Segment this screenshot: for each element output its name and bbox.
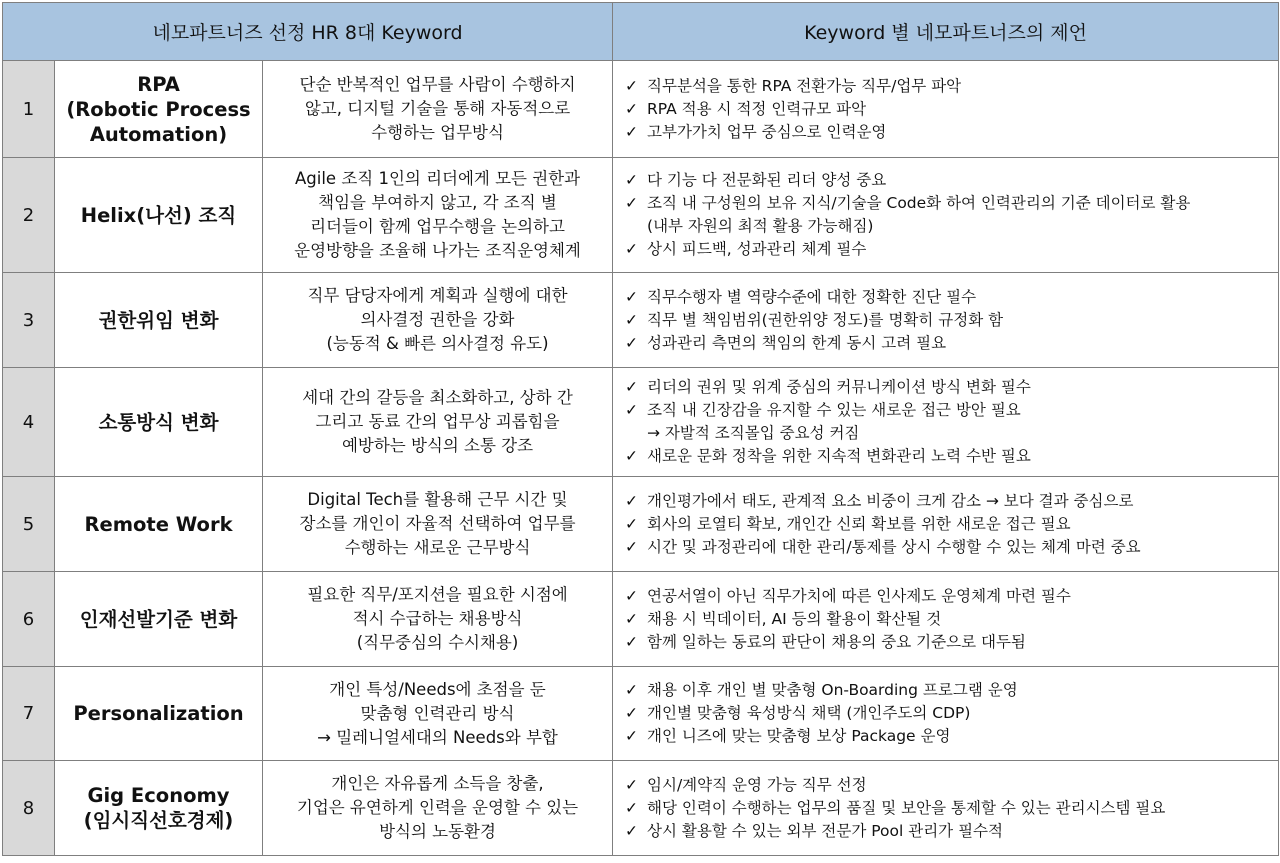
- suggestions-cell: [613, 273, 1279, 368]
- description-line: 적시 수급하는 채용방식: [352, 609, 523, 628]
- check-icon: ✓: [625, 171, 639, 189]
- suggestion-text: RPA 적용 시 적정 인력규모 파악: [647, 99, 867, 118]
- suggestion-text: 개인평가에서 태도, 관계적 요소 비중이 크게 감소 → 보다 결과 중심으로: [647, 491, 1134, 510]
- suggestion-item: [625, 286, 1278, 309]
- suggestion-item: [625, 309, 1278, 332]
- row-number: 8: [3, 761, 55, 856]
- suggestion-text: 시간 및 과정관리에 대한 관리/통제를 상시 수행할 수 있는 체계 마련 중요: [647, 537, 1141, 556]
- suggestions-cell: [613, 667, 1279, 761]
- description-line: 리더들이 함께 업무수행을 논의하고: [310, 217, 565, 236]
- suggestion-text: 리더의 권위 및 위계 중심의 커뮤니케이션 방식 변화 필수: [647, 378, 1031, 396]
- suggestion-text: 직무분석을 통한 RPA 전환가능 직무/업무 파악: [647, 76, 962, 95]
- suggestion-text: 고부가가치 업무 중심으로 인력운영: [647, 122, 887, 141]
- suggestion-text: 회사의 로열티 확보, 개인간 신뢰 확보를 위한 새로운 접근 필요: [647, 514, 1071, 533]
- description-line: (직무중심의 수시채용): [356, 633, 519, 652]
- suggestion-item: [625, 608, 1278, 631]
- keyword-cell: [55, 158, 263, 273]
- table-row: [3, 368, 1279, 477]
- row-number: 6: [3, 572, 55, 667]
- check-icon: ✓: [625, 240, 639, 258]
- suggestions-cell: [613, 572, 1279, 667]
- keyword-cell: [55, 477, 263, 572]
- suggestion-item: [625, 585, 1278, 608]
- suggestions-cell: [613, 477, 1279, 572]
- keyword-line: (임시직선호경제): [83, 809, 234, 832]
- suggestion-item: [625, 98, 1278, 121]
- keyword-cell: [55, 667, 263, 761]
- description-line: 세대 간의 갈등을 최소화하고, 상하 간: [302, 388, 573, 407]
- suggestion-item: [625, 513, 1278, 536]
- suggestion-text: 개인 니즈에 맞는 맞춤형 보상 Package 운영: [647, 727, 951, 745]
- description-line: 않고, 디지털 기술을 통해 자동적으로: [304, 99, 571, 118]
- header-row: [3, 3, 1279, 61]
- suggestion-item: [625, 702, 1278, 725]
- description-line: → 밀레니얼세대의 Needs와 부합: [317, 727, 558, 747]
- hr-keyword-table: [2, 2, 1279, 856]
- keyword-line: 소통방식 변화: [98, 410, 219, 434]
- suggestion-text: 직무 별 책임범위(권한위양 정도)를 명확히 규정화 함: [647, 310, 1004, 329]
- row-number: 1: [3, 61, 55, 158]
- suggestion-item: [625, 631, 1278, 654]
- keyword-cell: [55, 61, 263, 158]
- description-line: Digital Tech를 활용해 근무 시간 및: [307, 490, 568, 509]
- suggestion-item: [625, 725, 1278, 748]
- keyword-line: (Robotic Process: [66, 97, 251, 121]
- description-cell: [263, 667, 613, 761]
- description-line: 운영방향을 조율해 나가는 조직운영체계: [294, 241, 581, 260]
- check-icon: ✓: [625, 333, 639, 352]
- table-row: [3, 273, 1279, 368]
- suggestion-text: 조직 내 긴장감을 유지할 수 있는 새로운 접근 방안 필요: [647, 401, 1021, 419]
- description-line: 개인은 자유롭게 소득을 창출,: [331, 774, 544, 793]
- keyword-cell: [55, 368, 263, 477]
- suggestion-subnote: → 자발적 조직몰입 중요성 커짐: [647, 424, 860, 442]
- suggestion-text: 상시 활용할 수 있는 외부 전문가 Pool 관리가 필수적: [647, 821, 1003, 840]
- suggestion-text: 해당 인력이 수행하는 업무의 품질 및 보안을 통제할 수 있는 관리시스템 필요: [647, 798, 1166, 817]
- suggestion-item: [625, 536, 1278, 559]
- suggestion-item: [625, 797, 1278, 820]
- description-cell: [263, 61, 613, 158]
- description-line: Agile 조직 1인의 리더에게 모든 권한과: [295, 169, 581, 188]
- suggestion-text: 채용 이후 개인 별 맞춤형 On-Boarding 프로그램 운영: [647, 681, 1018, 699]
- suggestion-text: 직무수행자 별 역량수준에 대한 정확한 진단 필수: [647, 287, 977, 306]
- check-icon: ✓: [625, 798, 639, 817]
- description-line: 개인 특성/Needs에 초점을 둔: [329, 679, 546, 699]
- check-icon: ✓: [625, 122, 639, 141]
- suggestion-item: [625, 679, 1278, 702]
- suggestion-text: 새로운 문화 정착을 위한 지속적 변화관리 노력 수반 필요: [647, 447, 1031, 465]
- description-cell: [263, 572, 613, 667]
- keyword-line: Helix(나선) 조직: [80, 203, 237, 227]
- suggestion-item: [625, 820, 1278, 843]
- check-icon: ✓: [625, 310, 639, 329]
- suggestion-text: 다 기능 다 전문화된 리더 양성 중요: [647, 171, 887, 189]
- description-line: (능동적 & 빠른 의사결정 유도): [326, 334, 549, 353]
- description-line: 의사결정 권한을 강화: [360, 310, 515, 329]
- suggestion-item: [625, 238, 1278, 261]
- table-row: [3, 61, 1279, 158]
- table-row: [3, 761, 1279, 856]
- suggestion-text: 연공서열이 아닌 직무가치에 따른 인사제도 운영체계 마련 필수: [647, 586, 1071, 605]
- keyword-cell: [55, 761, 263, 856]
- description-cell: [263, 761, 613, 856]
- table-row: [3, 477, 1279, 572]
- row-number: 4: [3, 368, 55, 477]
- description-cell: [263, 273, 613, 368]
- description-line: 책임을 부여하지 않고, 각 조직 별: [318, 193, 557, 212]
- description-line: 필요한 직무/포지션을 필요한 시점에: [307, 585, 568, 604]
- description-line: 수행하는 업무방식: [371, 123, 504, 142]
- table-row: [3, 667, 1279, 761]
- check-icon: ✓: [625, 378, 639, 396]
- check-icon: ✓: [625, 704, 639, 722]
- header-suggestions: Keyword 별 네모파트너즈의 제언: [613, 3, 1279, 61]
- suggestion-item: [625, 169, 1278, 192]
- check-icon: ✓: [625, 447, 639, 465]
- suggestion-item: [625, 75, 1278, 98]
- suggestion-text: 함께 일하는 동료의 판단이 채용의 중요 기준으로 대두됨: [647, 632, 1026, 651]
- description-line: 단순 반복적인 업무를 사람이 수행하지: [299, 75, 576, 94]
- check-icon: ✓: [625, 681, 639, 699]
- check-icon: ✓: [625, 586, 639, 605]
- check-icon: ✓: [625, 491, 639, 510]
- description-line: 그리고 동료 간의 업무상 괴롭힘을: [315, 412, 560, 431]
- suggestion-item: [625, 399, 1278, 422]
- keyword-cell: [55, 572, 263, 667]
- check-icon: ✓: [625, 821, 639, 840]
- header-keywords: 네모파트너즈 선정 HR 8대 Keyword: [3, 3, 613, 61]
- keyword-line: 인재선발기준 변화: [79, 607, 238, 631]
- check-icon: ✓: [625, 194, 639, 212]
- suggestion-text: 채용 시 빅데이터, AI 등의 활용이 확산될 것: [647, 609, 942, 628]
- suggestion-item: [625, 490, 1278, 513]
- suggestions-cell: [613, 761, 1279, 856]
- keyword-line: Remote Work: [84, 512, 233, 536]
- suggestion-text: 개인별 맞춤형 육성방식 채택 (개인주도의 CDP): [647, 704, 971, 722]
- keyword-line: Automation): [89, 122, 228, 146]
- check-icon: ✓: [625, 537, 639, 556]
- row-number: 2: [3, 158, 55, 273]
- row-number: 5: [3, 477, 55, 572]
- suggestions-cell: [613, 158, 1279, 273]
- keyword-cell: [55, 273, 263, 368]
- check-icon: ✓: [625, 76, 639, 95]
- suggestion-item: [625, 774, 1278, 797]
- row-number: 7: [3, 667, 55, 761]
- table-row: [3, 158, 1279, 273]
- check-icon: ✓: [625, 727, 639, 745]
- suggestion-text: 조직 내 구성원의 보유 지식/기술을 Code화 하여 인력관리의 기준 데이터로 활용: [647, 194, 1191, 212]
- description-cell: [263, 477, 613, 572]
- keyword-line: RPA: [137, 72, 180, 96]
- suggestions-cell: [613, 368, 1279, 477]
- check-icon: ✓: [625, 287, 639, 306]
- suggestion-item: [625, 445, 1278, 468]
- check-icon: ✓: [625, 775, 639, 794]
- table-row: [3, 572, 1279, 667]
- row-number: 3: [3, 273, 55, 368]
- suggestion-item: [625, 376, 1278, 399]
- check-icon: ✓: [625, 632, 639, 651]
- suggestions-cell: [613, 61, 1279, 158]
- suggestion-text: 임시/계약직 운영 가능 직무 선정: [647, 775, 867, 794]
- description-line: 예방하는 방식의 소통 강조: [341, 436, 534, 455]
- suggestion-item: [625, 121, 1278, 144]
- suggestion-subnote: (내부 자원의 최적 활용 가능해짐): [647, 217, 874, 235]
- check-icon: ✓: [625, 401, 639, 419]
- description-line: 수행하는 새로운 근무방식: [344, 538, 531, 557]
- description-line: 방식의 노동환경: [379, 822, 496, 841]
- description-line: 맞춤형 인력관리 방식: [360, 703, 515, 723]
- description-cell: [263, 158, 613, 273]
- description-line: 장소를 개인이 자율적 선택하여 업무를: [299, 514, 576, 533]
- check-icon: ✓: [625, 99, 639, 118]
- suggestion-item: [625, 192, 1278, 215]
- description-line: 직무 담당자에게 계획과 실행에 대한: [307, 286, 568, 305]
- check-icon: ✓: [625, 514, 639, 533]
- description-line: 기업은 유연하게 인력을 운영할 수 있는: [296, 798, 579, 817]
- suggestion-text: 상시 피드백, 성과관리 체계 필수: [647, 240, 867, 258]
- keyword-line: Personalization: [73, 702, 244, 725]
- description-cell: [263, 368, 613, 477]
- suggestion-text: 성과관리 측면의 책임의 한계 동시 고려 필요: [647, 333, 947, 352]
- suggestion-item: [625, 332, 1278, 355]
- keyword-line: 권한위임 변화: [98, 308, 219, 332]
- keyword-line: Gig Economy: [87, 784, 230, 807]
- check-icon: ✓: [625, 609, 639, 628]
